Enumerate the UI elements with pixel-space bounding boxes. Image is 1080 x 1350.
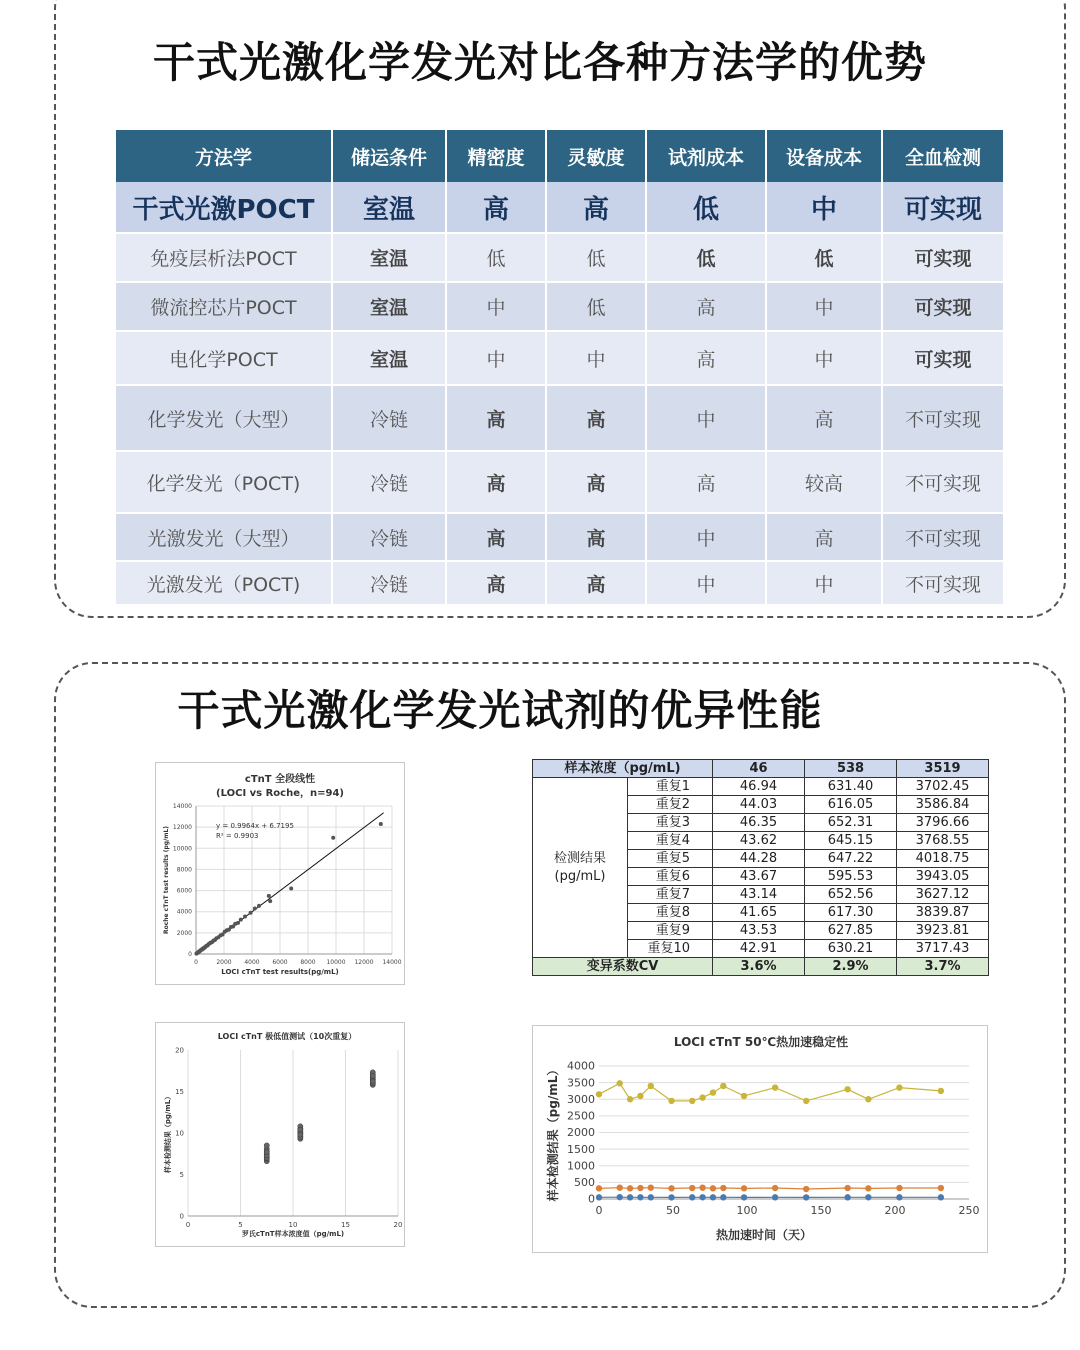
y-tick-label: 14000 [172,803,192,810]
y-tick-label: 6000 [176,887,192,895]
data-point [596,1091,602,1097]
table-cell: 617.30 [805,904,897,922]
table-row [116,331,1003,385]
data-point [865,1096,871,1102]
table-cell: 室温 [332,282,446,331]
table-cell: 3796.66 [897,814,989,832]
table-cell: 室温 [332,331,446,385]
table-cell: 中 [646,561,766,605]
table-cell: 高 [646,282,766,331]
result-group-label [533,778,628,958]
x-tick-label: 150 [810,1204,832,1217]
table-cell: 645.15 [805,832,897,850]
table-row [116,233,1003,282]
table-cell: 高 [546,182,646,233]
header-cell: 精密度 [446,130,546,182]
table-row [116,282,1003,331]
data-point [617,1184,623,1190]
table-cell: 可实现 [882,182,1003,233]
table-cell: 高 [766,385,882,451]
table-cell: 627.85 [805,922,897,940]
group-label-line2: (pg/mL) [554,868,606,884]
table-row [116,561,1003,605]
x-tick-label: 4000 [244,959,260,966]
table-cell: 室温 [332,233,446,282]
table-cell: 冷链 [332,451,446,513]
table-cell: 微流控芯片POCT [116,282,332,331]
table-cell: 中 [766,182,882,233]
repeat-header-cell: 538 [805,760,897,778]
table-cell: 低 [646,233,766,282]
data-point [257,904,261,908]
data-point [772,1194,778,1200]
table-cell: 室温 [332,182,446,233]
data-point [268,899,272,903]
table-row [116,182,1003,233]
cv-cell: 3.6% [713,958,805,976]
table-cell: 冷链 [332,385,446,451]
table-cell: 重复1 [628,778,713,796]
x-tick-label: 10000 [326,959,346,966]
table-cell: 不可实现 [882,513,1003,561]
y-tick-label: 20 [175,1046,184,1055]
data-point [617,1194,623,1200]
comparison-title: 干式光激化学发光对比各种方法学的优势 [152,38,927,87]
x-tick-label: 15 [341,1221,350,1229]
x-tick-label: 10 [288,1221,298,1229]
table-cell: 高 [766,513,882,561]
data-point [331,836,335,840]
x-tick-label: 20 [393,1221,403,1229]
y-tick-label: 3500 [567,1076,595,1090]
table-cell: 652.56 [805,886,897,904]
x-tick-label: 0 [194,959,198,966]
table-cell: 中 [766,282,882,331]
y-tick-label: 2000 [567,1126,595,1140]
table-cell: 化学发光（POCT) [116,451,332,513]
data-point [896,1084,902,1090]
fit-equation: y = 0.9964x + 6.7195 [216,822,294,830]
table-row [533,778,989,796]
repeat-header-cell: 46 [713,760,805,778]
table-cell: 重复7 [628,886,713,904]
data-point [710,1194,716,1200]
table-cell: 46.35 [713,814,805,832]
table-cell: 可实现 [882,282,1003,331]
y-tick-label: 10000 [172,845,192,853]
table-cell: 595.53 [805,868,897,886]
table-cell: 重复4 [628,832,713,850]
data-point [668,1185,674,1191]
data-point [379,822,383,826]
table-cell: 免疫层析法POCT [116,233,332,282]
repeatability-table [532,759,989,976]
data-point [844,1086,850,1092]
x-tick-label: 200 [884,1204,906,1217]
table-cell: 冷链 [332,561,446,605]
data-point [803,1186,809,1192]
table-cell: 3839.87 [897,904,989,922]
data-point [253,907,257,911]
data-point [865,1185,871,1191]
data-point [239,918,243,922]
table-cell: 高 [646,451,766,513]
table-cell: 高 [446,513,546,561]
x-tick-label: 100 [736,1204,758,1217]
x-tick-label: 2000 [216,959,232,966]
data-point [264,1143,269,1148]
data-point [264,1149,269,1154]
data-point [370,1079,375,1084]
table-cell: 41.65 [713,904,805,922]
table-cell: 中 [446,282,546,331]
methodology-comparison-table [116,130,1003,606]
data-point [938,1185,944,1191]
data-point [637,1194,643,1200]
table-cell: 高 [546,561,646,605]
data-point [648,1083,654,1089]
data-point [298,1127,303,1132]
table-cell: 低 [766,233,882,282]
y-tick-label: 0 [188,951,192,958]
table-cell: 高 [546,385,646,451]
data-point [627,1194,633,1200]
data-point [844,1185,850,1191]
x-axis-label: LOCI cTnT test results(pg/mL) [221,968,339,976]
y-tick-label: 2500 [567,1109,595,1123]
table-cell: 647.22 [805,850,897,868]
data-point [289,886,293,890]
y-tick-label: 1500 [567,1142,595,1156]
table-cell: 3768.55 [897,832,989,850]
table-cell: 较高 [766,451,882,513]
table-cell: 重复9 [628,922,713,940]
header-cell: 设备成本 [766,130,882,182]
y-tick-label: 1000 [567,1159,595,1173]
group-label-line1: 检测结果 [553,850,606,866]
table-cell: 中 [766,331,882,385]
repeat-header-cell: 样本浓度（pg/mL) [533,760,713,778]
data-point [699,1184,705,1190]
x-tick-label: 0 [185,1221,191,1229]
data-point [596,1194,602,1200]
low-value-chart [156,1023,404,1246]
data-point [741,1194,747,1200]
x-axis-label: 热加速时间（天） [715,1228,813,1242]
data-point [689,1185,695,1191]
data-point [637,1093,643,1099]
data-point [699,1194,705,1200]
data-point [298,1132,303,1137]
data-point [648,1194,654,1200]
table-cell: 44.03 [713,796,805,814]
data-point [668,1194,674,1200]
data-point [243,914,247,918]
table-cell: 4018.75 [897,850,989,868]
table-cell: 化学发光（大型） [116,385,332,451]
table-cell: 冷链 [332,513,446,561]
y-axis-label: 样本检测结果（pg/mL） [546,1063,560,1202]
repeat-header-cell: 3519 [897,760,989,778]
x-tick-label: 8000 [300,959,316,966]
table-cell: 可实现 [882,233,1003,282]
table-cell: 高 [446,451,546,513]
y-tick-label: 3000 [567,1092,595,1106]
table-cell: 不可实现 [882,451,1003,513]
table-cell: 重复6 [628,868,713,886]
data-point [803,1098,809,1104]
data-point [741,1093,747,1099]
data-point [627,1096,633,1102]
cv-cell: 变异系数CV [533,958,713,976]
data-point [370,1073,375,1078]
data-point [896,1194,902,1200]
table-cell: 不可实现 [882,561,1003,605]
table-cell: 重复8 [628,904,713,922]
y-tick-label: 500 [574,1176,595,1190]
table-cell: 重复10 [628,940,713,958]
table-cell: 3923.81 [897,922,989,940]
low-value-chart-box [155,1022,405,1247]
data-point [637,1185,643,1191]
data-point [648,1184,654,1190]
x-tick-label: 0 [595,1204,603,1217]
table-cell: 43.62 [713,832,805,850]
data-point [689,1098,695,1104]
chart-subtitle: (LOCI vs Roche，n=94) [216,788,344,799]
table-cell: 光激发光（POCT) [116,561,332,605]
table-cell: 3627.12 [897,886,989,904]
data-point [710,1089,716,1095]
table-cell: 中 [546,331,646,385]
header-cell: 试剂成本 [646,130,766,182]
chart-title: cTnT 全段线性 [244,774,316,785]
table-cell: 44.28 [713,850,805,868]
cv-cell: 2.9% [805,958,897,976]
data-point [720,1194,726,1200]
table-cell: 中 [646,513,766,561]
table-cell: 43.67 [713,868,805,886]
stability-chart-box [532,1025,988,1253]
chart-title: LOCI cTnT 50℃热加速稳定性 [673,1035,849,1049]
y-tick-label: 4000 [567,1059,595,1073]
table-cell: 高 [546,451,646,513]
table-cell: 低 [446,233,546,282]
table-cell: 高 [446,182,546,233]
table-cell: 630.21 [805,940,897,958]
header-cell: 储运条件 [332,130,446,182]
table-cell: 重复5 [628,850,713,868]
x-tick-label: 250 [958,1204,980,1217]
header-cell: 灵敏度 [546,130,646,182]
table-cell: 43.53 [713,922,805,940]
y-tick-label: 4000 [176,908,192,916]
data-point [249,911,253,915]
y-axis-label: 样本检测结果（pg/mL） [164,1092,172,1174]
table-row [116,513,1003,561]
table-cell: 干式光激POCT [116,182,332,233]
table-cell: 电化学POCT [116,331,332,385]
data-point [720,1185,726,1191]
header-cell: 方法学 [116,130,332,182]
table-cell: 高 [446,561,546,605]
table-cell: 43.14 [713,886,805,904]
x-axis-label: 罗氏cTnT样本浓度值（pg/mL) [241,1230,345,1238]
table-cell: 3586.84 [897,796,989,814]
repeat-header-row [533,760,989,778]
table-cell: 重复2 [628,796,713,814]
table-cell: 中 [766,561,882,605]
table-cell: 高 [446,385,546,451]
data-point [938,1088,944,1094]
data-point [741,1185,747,1191]
table-cell: 低 [546,282,646,331]
data-point [803,1194,809,1200]
y-tick-label: 2000 [176,929,192,937]
table-cell: 光激发光（大型） [116,513,332,561]
data-point [689,1194,695,1200]
cv-row [533,958,989,976]
table-cell: 3702.45 [897,778,989,796]
data-point [720,1083,726,1089]
table-row [116,385,1003,451]
data-point [844,1194,850,1200]
header-cell: 全血检测 [882,130,1003,182]
data-point [627,1185,633,1191]
table-cell: 652.31 [805,814,897,832]
performance-title: 干式光激化学发光试剂的优异性能 [177,686,823,735]
table-cell: 高 [646,331,766,385]
data-point [772,1084,778,1090]
table-cell: 中 [446,331,546,385]
data-point [865,1194,871,1200]
y-tick-label: 10 [175,1129,184,1138]
fit-r2: R² = 0.9903 [216,832,259,840]
table-cell: 可实现 [882,331,1003,385]
y-tick-label: 0 [588,1192,595,1206]
y-tick-label: 12000 [172,824,192,832]
chart-title: LOCI cTnT 极低值测试（10次重复） [217,1032,357,1041]
table-cell: 631.40 [805,778,897,796]
table-cell: 不可实现 [882,385,1003,451]
data-point [938,1194,944,1200]
table-header-row [116,130,1003,182]
data-point [617,1080,623,1086]
data-point [596,1185,602,1191]
linearity-chart [156,763,404,984]
y-tick-label: 5 [179,1170,184,1179]
data-point [772,1185,778,1191]
table-cell: 3943.05 [897,868,989,886]
data-point [236,921,240,925]
data-point [267,894,271,898]
table-cell: 42.91 [713,940,805,958]
table-cell: 低 [646,182,766,233]
x-tick-label: 12000 [354,959,374,966]
cv-cell: 3.7% [897,958,989,976]
data-point [710,1185,716,1191]
x-tick-label: 14000 [382,959,402,966]
table-cell: 616.05 [805,796,897,814]
table-cell: 46.94 [713,778,805,796]
table-row [116,451,1003,513]
y-tick-label: 8000 [176,866,192,874]
linearity-chart-box [155,762,405,985]
data-point [668,1098,674,1104]
x-tick-label: 5 [238,1221,243,1229]
table-cell: 高 [546,513,646,561]
y-axis-label: Roche cTnT test results (pg/mL) [163,825,170,935]
stability-chart [533,1026,987,1252]
x-tick-label: 50 [666,1204,680,1217]
table-cell: 低 [546,233,646,282]
y-tick-label: 0 [179,1212,184,1221]
x-tick-label: 6000 [272,959,288,966]
table-cell: 重复3 [628,814,713,832]
data-point [699,1094,705,1100]
table-cell: 3717.43 [897,940,989,958]
data-point [896,1185,902,1191]
table-cell: 中 [646,385,766,451]
y-tick-label: 15 [175,1087,184,1096]
